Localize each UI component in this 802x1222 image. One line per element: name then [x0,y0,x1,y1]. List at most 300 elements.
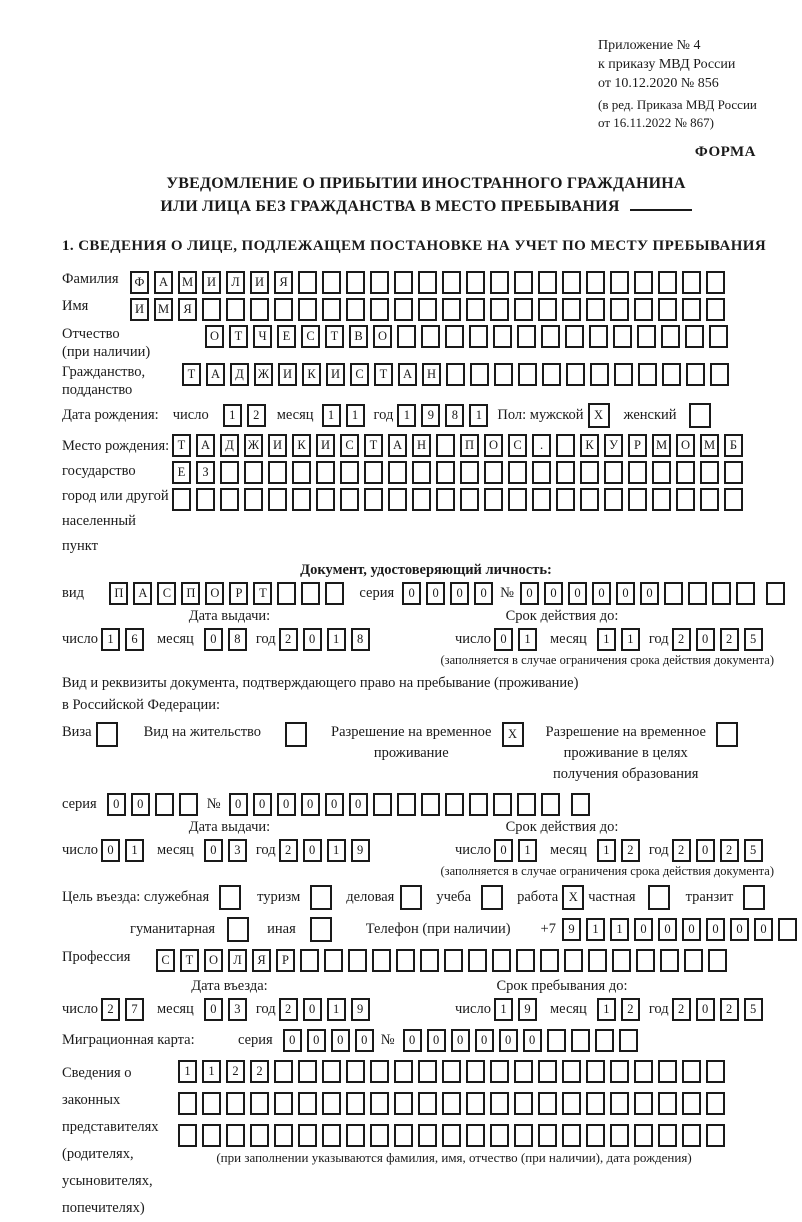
char-box[interactable] [566,363,585,386]
res-issue-month-boxes[interactable] [204,839,252,862]
char-box[interactable]: 2 [621,839,640,862]
char-box[interactable] [300,949,319,972]
char-box[interactable] [418,1124,437,1147]
char-box[interactable] [778,918,797,941]
char-box[interactable] [490,1124,509,1147]
char-box[interactable] [285,722,307,747]
char-box[interactable] [469,325,488,348]
char-box[interactable]: З [196,461,215,484]
char-box[interactable]: 0 [494,628,513,651]
char-box[interactable]: С [156,949,175,972]
char-box[interactable]: К [292,434,311,457]
char-box[interactable]: 1 [327,839,346,862]
char-box[interactable] [364,461,383,484]
char-box[interactable] [220,461,239,484]
char-box[interactable]: Е [172,461,191,484]
char-box[interactable] [682,1060,701,1083]
char-box[interactable]: М [178,271,197,294]
res-valid-day-boxes[interactable] [494,839,542,862]
char-box[interactable] [468,949,487,972]
phone-boxes[interactable] [562,918,802,941]
char-box[interactable] [394,1124,413,1147]
char-box[interactable]: А [398,363,417,386]
residence-permit-checkbox[interactable] [285,722,307,747]
citizenship-boxes[interactable] [182,363,734,386]
char-box[interactable]: 0 [204,628,223,651]
char-box[interactable] [394,1060,413,1083]
char-box[interactable]: 0 [107,793,126,816]
char-box[interactable] [397,325,416,348]
char-box[interactable] [322,1092,341,1115]
char-box[interactable] [494,363,513,386]
issue-year-boxes[interactable] [279,628,375,651]
char-box[interactable]: 9 [351,839,370,862]
char-box[interactable] [556,434,575,457]
char-box[interactable] [388,461,407,484]
char-box[interactable] [493,793,512,816]
char-box[interactable]: 2 [672,998,691,1021]
char-box[interactable] [538,1124,557,1147]
char-box[interactable] [442,1092,461,1115]
char-box[interactable] [250,1092,269,1115]
char-box[interactable] [589,325,608,348]
char-box[interactable] [348,949,367,972]
char-box[interactable]: 5 [744,839,763,862]
res-valid-month-boxes[interactable] [597,839,645,862]
char-box[interactable] [219,885,241,910]
char-box[interactable]: Т [229,325,248,348]
char-box[interactable] [514,298,533,321]
res-issue-day-boxes[interactable] [101,839,149,862]
char-box[interactable]: 9 [421,404,440,427]
char-box[interactable] [298,298,317,321]
char-box[interactable] [661,325,680,348]
char-box[interactable]: Р [276,949,295,972]
char-box[interactable] [706,298,725,321]
char-box[interactable] [676,461,695,484]
char-box[interactable]: 0 [634,918,653,941]
char-box[interactable] [664,582,683,605]
char-box[interactable] [460,488,479,511]
char-box[interactable]: 0 [204,998,223,1021]
sex-male-checkbox[interactable] [588,403,610,428]
char-box[interactable] [662,363,681,386]
char-box[interactable]: С [350,363,369,386]
char-box[interactable]: 0 [355,1029,374,1052]
char-box[interactable] [716,722,738,747]
char-box[interactable] [490,298,509,321]
char-box[interactable]: 0 [696,628,715,651]
char-box[interactable] [514,271,533,294]
char-box[interactable]: Л [226,271,245,294]
char-box[interactable]: Д [230,363,249,386]
char-box[interactable]: М [652,434,671,457]
char-box[interactable]: И [250,271,269,294]
char-box[interactable] [244,461,263,484]
res-issue-year-boxes[interactable] [279,839,375,862]
char-box[interactable] [634,271,653,294]
char-box[interactable] [484,461,503,484]
char-box[interactable] [540,949,559,972]
char-box[interactable]: 3 [228,998,247,1021]
char-box[interactable] [676,488,695,511]
char-box[interactable] [298,1124,317,1147]
char-box[interactable] [562,298,581,321]
char-box[interactable]: А [388,434,407,457]
char-box[interactable] [612,949,631,972]
char-box[interactable] [688,582,707,605]
doc-kind-boxes[interactable] [109,582,349,605]
char-box[interactable] [517,793,536,816]
char-box[interactable]: П [460,434,479,457]
char-box[interactable]: 0 [301,793,320,816]
char-box[interactable] [322,1124,341,1147]
char-box[interactable] [226,1124,245,1147]
stay-year-boxes[interactable] [672,998,768,1021]
char-box[interactable]: 1 [178,1060,197,1083]
char-box[interactable] [724,461,743,484]
issue-month-boxes[interactable] [204,628,252,651]
char-box[interactable]: К [580,434,599,457]
char-box[interactable] [301,582,320,605]
char-box[interactable] [370,298,389,321]
purpose-study-checkbox[interactable] [481,885,503,910]
char-box[interactable]: 1 [327,628,346,651]
char-box[interactable] [628,461,647,484]
char-box[interactable]: 0 [403,1029,422,1052]
char-box[interactable] [493,325,512,348]
purpose-transit-checkbox[interactable] [743,885,765,910]
char-box[interactable]: 0 [475,1029,494,1052]
char-box[interactable] [562,1060,581,1083]
char-box[interactable] [298,271,317,294]
doc-series-boxes[interactable] [402,582,498,605]
char-box[interactable] [658,1060,677,1083]
char-box[interactable] [268,461,287,484]
char-box[interactable]: О [204,949,223,972]
char-box[interactable] [682,298,701,321]
char-box[interactable] [613,325,632,348]
char-box[interactable]: 8 [445,404,464,427]
char-box[interactable] [244,488,263,511]
char-box[interactable]: Т [180,949,199,972]
char-box[interactable]: X [562,885,584,910]
char-box[interactable] [274,1124,293,1147]
char-box[interactable]: 0 [592,582,611,605]
char-box[interactable] [324,949,343,972]
char-box[interactable] [586,1124,605,1147]
char-box[interactable] [580,488,599,511]
char-box[interactable]: 0 [427,1029,446,1052]
char-box[interactable]: 0 [277,793,296,816]
char-box[interactable]: С [340,434,359,457]
char-box[interactable]: 0 [754,918,773,941]
char-box[interactable]: 1 [597,839,616,862]
char-box[interactable]: 0 [682,918,701,941]
char-box[interactable] [682,271,701,294]
char-box[interactable] [412,461,431,484]
birth-place-row2-boxes[interactable] [172,461,748,484]
char-box[interactable]: 0 [426,582,445,605]
char-box[interactable]: Я [274,271,293,294]
char-box[interactable] [689,403,711,428]
char-box[interactable] [490,271,509,294]
char-box[interactable] [298,1060,317,1083]
char-box[interactable] [709,325,728,348]
char-box[interactable] [421,793,440,816]
char-box[interactable]: О [484,434,503,457]
char-box[interactable]: Я [252,949,271,972]
char-box[interactable]: 0 [658,918,677,941]
char-box[interactable] [202,1092,221,1115]
purpose-official-checkbox[interactable] [219,885,241,910]
mc-series-boxes[interactable] [283,1029,379,1052]
char-box[interactable]: М [700,434,719,457]
char-box[interactable] [310,917,332,942]
char-box[interactable]: У [604,434,623,457]
char-box[interactable]: . [532,434,551,457]
char-box[interactable]: О [373,325,392,348]
char-box[interactable]: 8 [228,628,247,651]
char-box[interactable]: И [278,363,297,386]
char-box[interactable]: 0 [640,582,659,605]
char-box[interactable] [541,325,560,348]
char-box[interactable] [684,949,703,972]
char-box[interactable]: 1 [346,404,365,427]
char-box[interactable] [590,363,609,386]
stay-day-boxes[interactable] [494,998,542,1021]
char-box[interactable] [532,488,551,511]
char-box[interactable] [394,271,413,294]
char-box[interactable] [322,298,341,321]
char-box[interactable] [155,793,174,816]
char-box[interactable]: Т [182,363,201,386]
char-box[interactable]: 0 [204,839,223,862]
char-box[interactable] [517,325,536,348]
char-box[interactable] [179,793,198,816]
char-box[interactable] [571,793,590,816]
char-box[interactable]: 3 [228,839,247,862]
char-box[interactable] [226,1092,245,1115]
char-box[interactable] [445,325,464,348]
valid-year-boxes[interactable] [672,628,768,651]
char-box[interactable] [420,949,439,972]
char-box[interactable] [227,917,249,942]
entry-month-boxes[interactable] [204,998,252,1021]
char-box[interactable] [710,363,729,386]
char-box[interactable]: Б [724,434,743,457]
char-box[interactable] [658,298,677,321]
res-number-boxes[interactable] [229,793,565,816]
char-box[interactable]: 1 [202,1060,221,1083]
char-box[interactable] [370,1124,389,1147]
char-box[interactable] [518,363,537,386]
char-box[interactable] [547,1029,566,1052]
char-box[interactable] [706,271,725,294]
birth-month-boxes[interactable] [322,404,370,427]
char-box[interactable] [421,325,440,348]
char-box[interactable]: Н [412,434,431,457]
char-box[interactable]: Т [374,363,393,386]
char-box[interactable] [586,271,605,294]
char-box[interactable]: Ф [130,271,149,294]
char-box[interactable] [682,1092,701,1115]
char-box[interactable] [172,488,191,511]
char-box[interactable] [610,298,629,321]
char-box[interactable] [634,1124,653,1147]
rvp-education-checkbox[interactable] [716,722,738,747]
entry-day-boxes[interactable] [101,998,149,1021]
char-box[interactable] [638,363,657,386]
char-box[interactable] [685,325,704,348]
char-box[interactable]: 9 [351,998,370,1021]
char-box[interactable] [394,298,413,321]
char-box[interactable] [469,793,488,816]
char-box[interactable] [508,461,527,484]
char-box[interactable]: Т [325,325,344,348]
char-box[interactable] [604,488,623,511]
res-valid-year-boxes[interactable] [672,839,768,862]
char-box[interactable] [708,949,727,972]
char-box[interactable] [736,582,755,605]
char-box[interactable]: И [326,363,345,386]
purpose-work-checkbox[interactable] [562,885,584,910]
char-box[interactable] [445,793,464,816]
char-box[interactable]: 2 [226,1060,245,1083]
char-box[interactable]: 0 [402,582,421,605]
given-name-boxes[interactable] [130,298,730,321]
sex-female-checkbox[interactable] [689,403,711,428]
char-box[interactable]: А [196,434,215,457]
doc-number-extra-box[interactable] [766,582,790,605]
char-box[interactable]: М [154,298,173,321]
doc-number-boxes[interactable] [520,582,760,605]
birth-year-boxes[interactable] [397,404,493,427]
char-box[interactable]: 2 [279,839,298,862]
char-box[interactable] [556,461,575,484]
char-box[interactable] [418,298,437,321]
char-box[interactable]: 1 [597,628,616,651]
char-box[interactable] [274,298,293,321]
char-box[interactable] [588,949,607,972]
char-box[interactable] [370,1092,389,1115]
char-box[interactable] [436,488,455,511]
char-box[interactable] [652,461,671,484]
char-box[interactable] [637,325,656,348]
char-box[interactable] [604,461,623,484]
char-box[interactable]: Р [628,434,647,457]
char-box[interactable]: 0 [568,582,587,605]
char-box[interactable]: 0 [283,1029,302,1052]
char-box[interactable]: Р [229,582,248,605]
char-box[interactable] [565,325,584,348]
char-box[interactable]: 0 [253,793,272,816]
char-box[interactable]: 2 [672,628,691,651]
char-box[interactable] [542,363,561,386]
char-box[interactable]: В [349,325,368,348]
char-box[interactable]: А [133,582,152,605]
char-box[interactable]: 2 [250,1060,269,1083]
char-box[interactable] [292,488,311,511]
char-box[interactable] [388,488,407,511]
char-box[interactable] [658,271,677,294]
char-box[interactable] [470,363,489,386]
char-box[interactable] [466,1092,485,1115]
char-box[interactable]: Т [172,434,191,457]
char-box[interactable] [634,1092,653,1115]
char-box[interactable] [418,271,437,294]
char-box[interactable]: 2 [720,628,739,651]
char-box[interactable] [397,793,416,816]
char-box[interactable] [538,271,557,294]
char-box[interactable]: 0 [307,1029,326,1052]
profession-boxes[interactable] [156,949,732,972]
stay-month-boxes[interactable] [597,998,645,1021]
char-box[interactable] [712,582,731,605]
char-box[interactable] [466,298,485,321]
char-box[interactable] [586,1092,605,1115]
char-box[interactable]: 2 [621,998,640,1021]
char-box[interactable] [484,488,503,511]
char-box[interactable] [508,488,527,511]
char-box[interactable] [298,1092,317,1115]
char-box[interactable]: Ч [253,325,272,348]
char-box[interactable] [706,1124,725,1147]
char-box[interactable] [250,1124,269,1147]
char-box[interactable] [466,1124,485,1147]
char-box[interactable] [274,1092,293,1115]
char-box[interactable]: И [316,434,335,457]
char-box[interactable]: 0 [520,582,539,605]
char-box[interactable] [514,1060,533,1083]
char-box[interactable] [346,1124,365,1147]
char-box[interactable] [178,1124,197,1147]
char-box[interactable]: О [205,582,224,605]
char-box[interactable]: 0 [730,918,749,941]
char-box[interactable]: С [157,582,176,605]
char-box[interactable]: 0 [696,998,715,1021]
char-box[interactable]: Д [220,434,239,457]
char-box[interactable]: 0 [616,582,635,605]
char-box[interactable]: X [502,722,524,747]
char-box[interactable] [340,461,359,484]
char-box[interactable]: 1 [327,998,346,1021]
char-box[interactable] [634,298,653,321]
char-box[interactable] [595,1029,614,1052]
char-box[interactable] [492,949,511,972]
char-box[interactable]: 2 [720,998,739,1021]
char-box[interactable]: 1 [101,628,120,651]
char-box[interactable] [658,1092,677,1115]
char-box[interactable]: 0 [325,793,344,816]
char-box[interactable] [412,488,431,511]
char-box[interactable] [686,363,705,386]
char-box[interactable] [394,1092,413,1115]
char-box[interactable] [619,1029,638,1052]
char-box[interactable]: 0 [544,582,563,605]
char-box[interactable] [660,949,679,972]
char-box[interactable] [277,582,296,605]
res-series-boxes[interactable] [107,793,203,816]
char-box[interactable]: К [302,363,321,386]
char-box[interactable]: Л [228,949,247,972]
char-box[interactable] [364,488,383,511]
char-box[interactable]: С [301,325,320,348]
char-box[interactable] [490,1092,509,1115]
char-box[interactable] [636,949,655,972]
char-box[interactable] [658,1124,677,1147]
char-box[interactable] [442,1124,461,1147]
